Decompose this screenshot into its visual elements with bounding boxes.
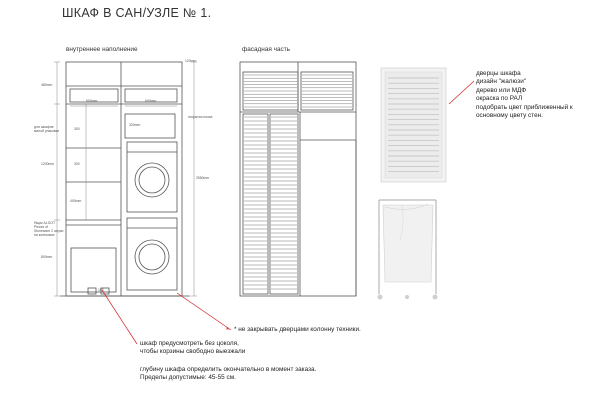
louver-door-photo [381, 68, 446, 182]
doors-note-line: дерево или МДФ [476, 86, 527, 94]
shelf-side-note: для шкафов малой упаковки [34, 125, 59, 133]
page-title: ШКАФ В САН/УЗЛЕ № 1. [62, 6, 212, 20]
basket-side-note: Ящик ALGOT Pieces of Stoneware 2 штуки на колесиках [34, 221, 64, 237]
dim-top-height: 480mm [41, 83, 53, 87]
doors-note-line: дизайн "жалюзи" [476, 78, 527, 86]
dim-bottom-height: 800mm [41, 255, 53, 259]
dim-top-width: 120mm [185, 59, 197, 63]
laundry-basket-photo [378, 200, 438, 300]
dim-right-width: 600mm [145, 99, 157, 103]
doors-note-line: окраска по РАЛ [476, 95, 523, 103]
doors-note [476, 70, 573, 121]
plinth-note [140, 340, 245, 357]
doors-note-line: основному цвету стен. [476, 112, 543, 120]
doors-note-line: дверцы шкафа [476, 70, 521, 77]
dim-bottom-width: 150 [98, 288, 104, 292]
dim-mid-height: 1200mm [41, 162, 55, 166]
dim-total-height: 2550mm [196, 176, 210, 180]
svg-text:*: * [226, 326, 230, 335]
dim-shelf-2: 300 [74, 162, 80, 166]
doors-note-line: подобрать цвет приближенный к [476, 103, 573, 111]
facade-caption: фасадная часть [242, 46, 290, 53]
plinth-note-line: шкаф предусмотреть без цоколя, [140, 340, 239, 347]
dim-shelf-1: 300 [74, 127, 80, 131]
depth-note-line: Пределы допустимые: 45-55 см. [140, 374, 236, 382]
interior-caption: внутреннее наполнение [66, 46, 138, 53]
plinth-note-line: чтобы корзины свободно выезжали [140, 348, 246, 356]
dim-shelf-top: 320mm [129, 123, 141, 127]
interior-drawing [60, 62, 190, 296]
depth-note-line: глубину шкафа определить окончательно в момент заказа. [140, 366, 317, 373]
open-shelf-note: открытая полка [188, 115, 213, 119]
depth-note [140, 366, 316, 383]
no-close-note: * не закрывать дверцами колонну техники. [234, 326, 361, 333]
dim-left-width: 600mm [86, 99, 98, 103]
dim-shelf-3: 400mm [70, 199, 82, 203]
